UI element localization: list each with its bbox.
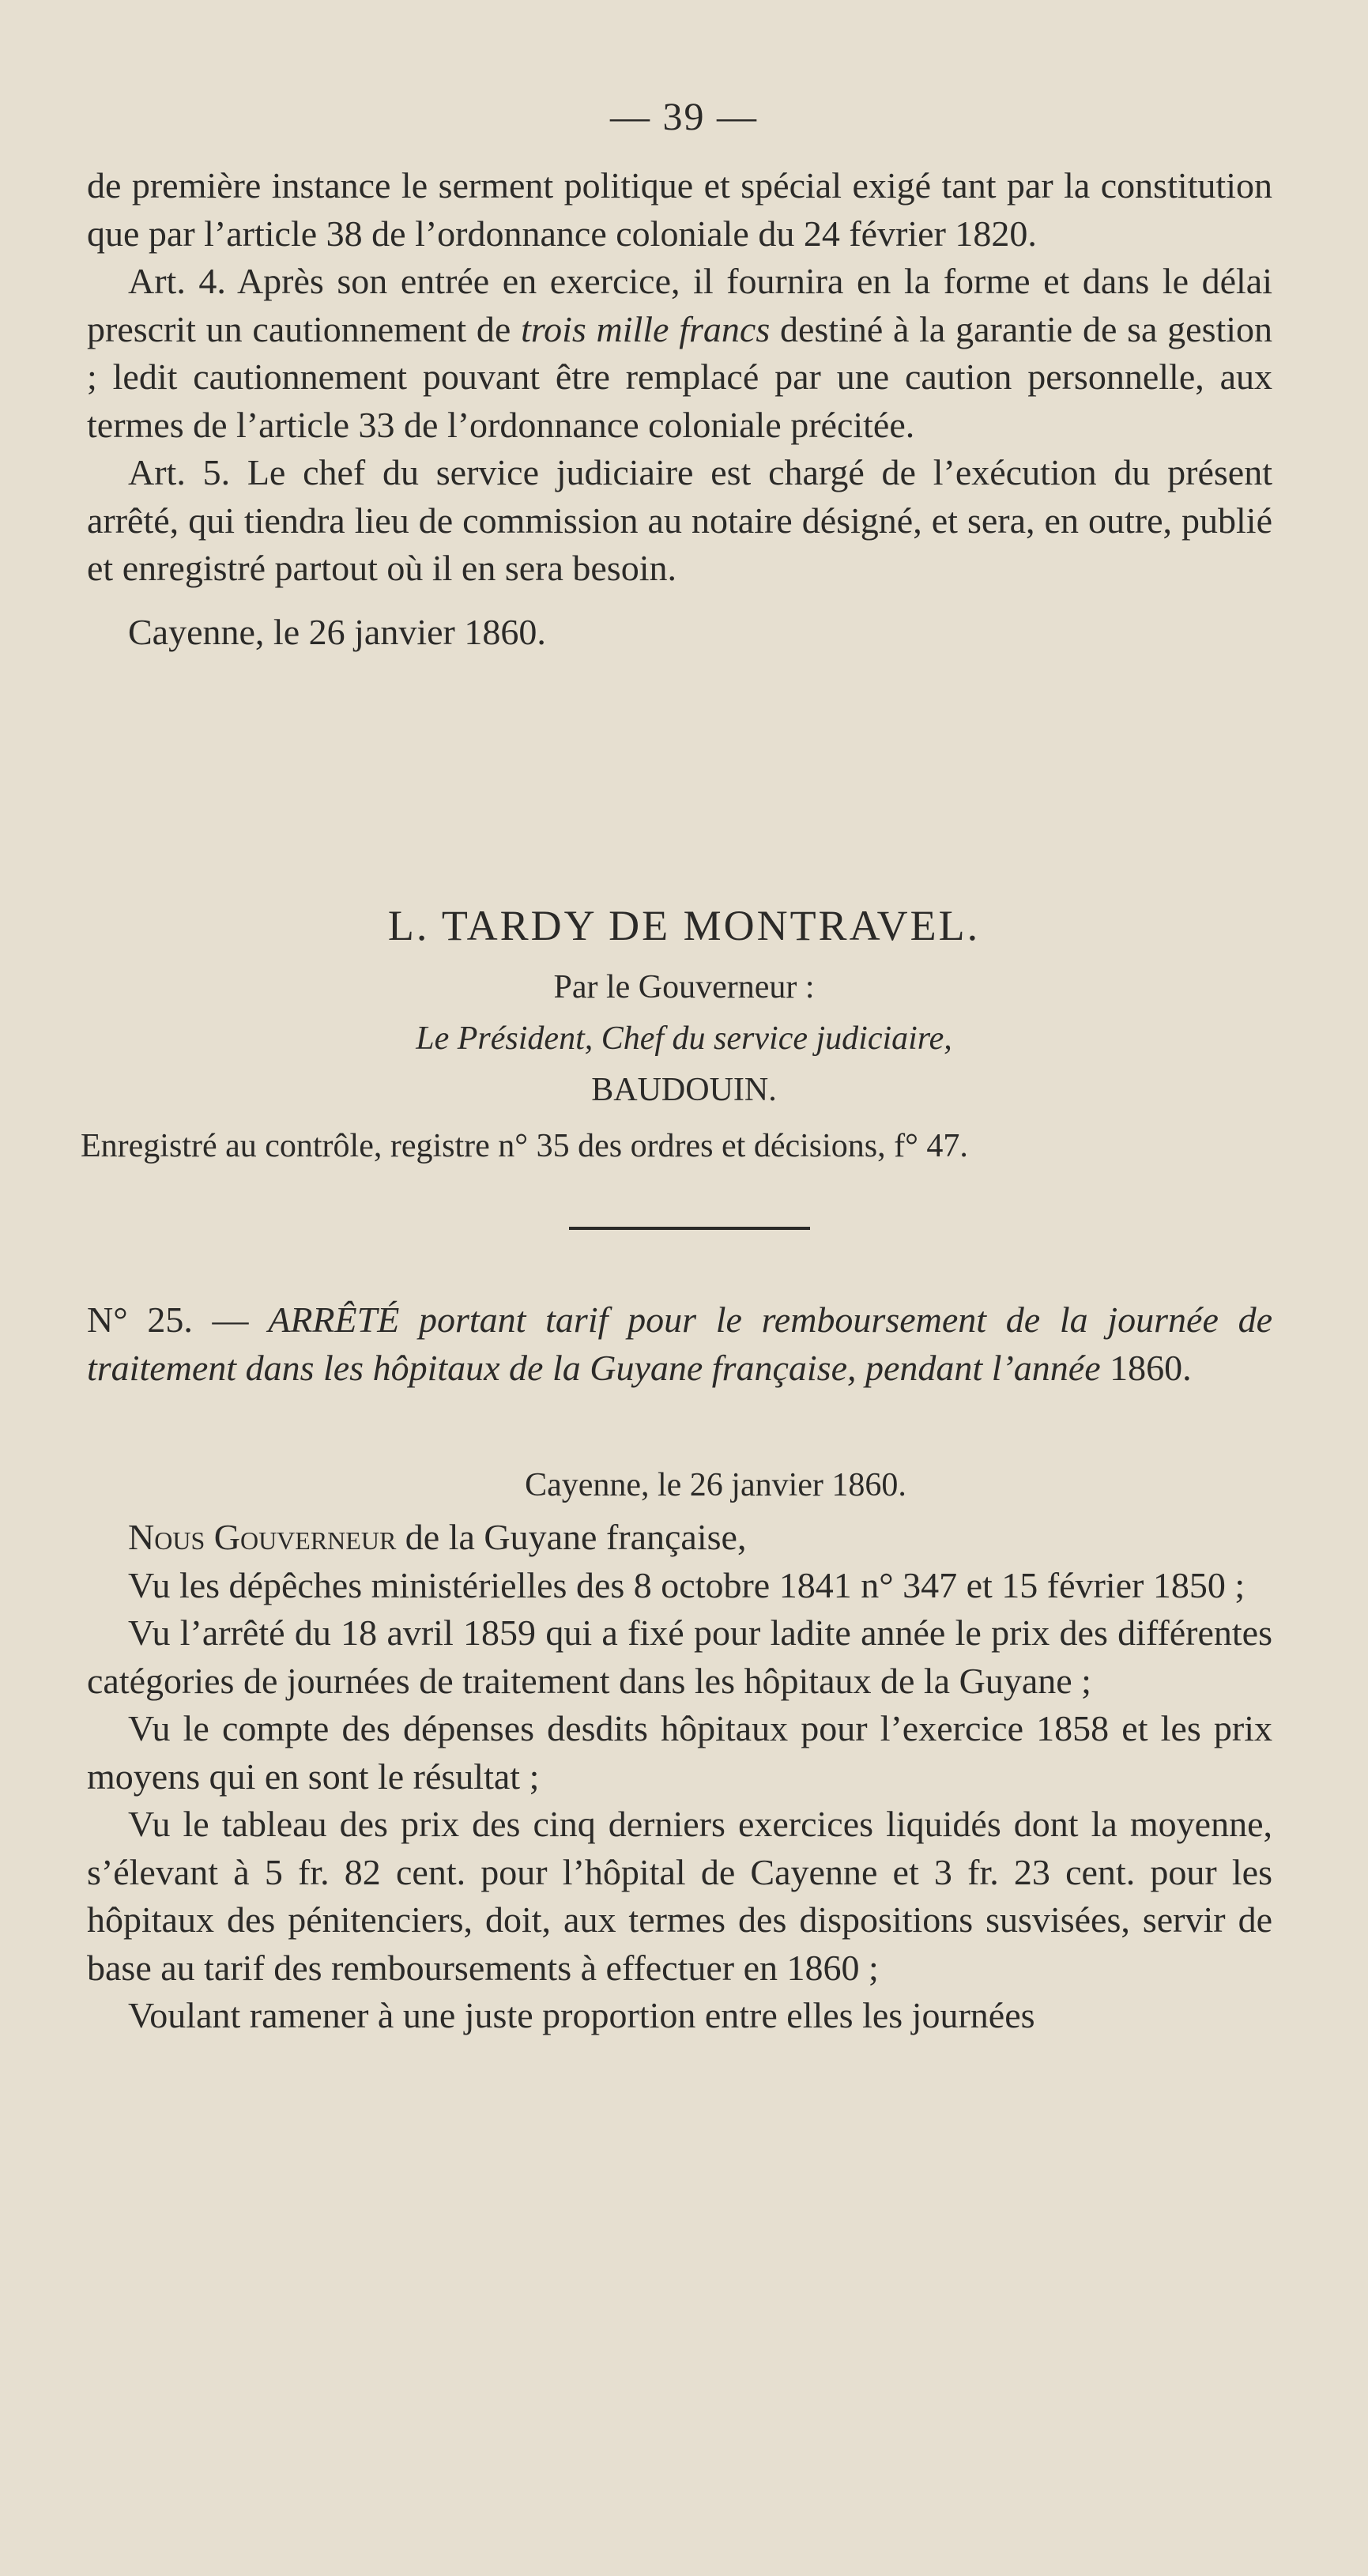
article-4-rest: destiné à la garantie de sa gestion ; ledit cautionnement pouvant être remplacé par une caution personnelle, aux termes de l’article 33 de l’ordonnance coloniale précitée. (87, 308, 1273, 445)
vu-compte: Vu le compte des dépenses desdits hôpitaux pour l’exercice 1858 et les prix moyens qui en sont le résultat ; (87, 1708, 1272, 1797)
vu-tableau: Vu le tableau des prix des cinq derniers exercices liquidés dont la moyenne, s’élevant à 5 fr. 82 cent. pour l’hôpital de Cayenne et 3 fr. 23 cent. pour les hôpitaux des pénitenciers, doit, aux termes des dispositions susvisées, servir de base au tarif des remboursements à effectuer en 1860 ; (87, 1804, 1272, 1988)
article-4 (87, 258, 1272, 449)
nous-gouverneur: Nous Gouverneur (128, 1517, 397, 1557)
text-block-articles (87, 162, 1272, 656)
article-5: Art. 5. Le chef du service judiciaire est chargé de l’exécution du présent arrêté, qui tiendra lieu de commission au notaire désigné, et sera, en outre, publié et enregistré partout où il en sera besoin. (87, 452, 1272, 588)
president-title: Le Président, Chef du service judiciaire, (416, 1020, 952, 1057)
article-4-text: Art. 4. Après son entrée en exercice, il fournira en la forme et dans le délai prescrit un cautionnement de (87, 261, 1272, 349)
signature-name: L. TARDY DE MONTRAVEL. (387, 902, 981, 949)
arrete-heading-text (87, 1296, 1272, 1392)
nous-gouverneur-rest: de la Guyane française, (405, 1517, 747, 1557)
par-le-gouverneur: Par le Gouverneur : (553, 969, 815, 1005)
voulant: Voulant ramener à une juste proportion entre elles les journées (128, 1995, 1035, 2035)
vu-depeches: Vu les dépêches ministérielles des 8 octobre 1841 n° 347 et 15 février 1850 ; (128, 1564, 1246, 1605)
arrete-date: Cayenne, le 26 janvier 1860. (525, 1467, 906, 1503)
arrete-number: N° 25. — (87, 1299, 249, 1340)
arrete-year: 1860. (1110, 1347, 1192, 1388)
text-block-arrete (87, 1514, 1272, 2040)
paragraph-continuation: de première instance le serment politique et spécial exigé tant par la constitution que par l’article 38 de l’ordonnance coloniale du 24 février 1820. (87, 165, 1272, 254)
president-name: BAUDOUIN. (591, 1072, 777, 1108)
registration-line: Enregistré au contrôle, registre n° 35 des ordres et décisions, f° 47. (81, 1128, 968, 1164)
date-line: Cayenne, le 26 janvier 1860. (128, 611, 546, 652)
page-number: — 39 — (610, 94, 758, 138)
vu-arrete: Vu l’arrêté du 18 avril 1859 qui a fixé pour ladite année le prix des différentes catégories de journées de traitement dans les hôpitaux de la Guyane ; (87, 1612, 1272, 1701)
section-divider (569, 1227, 810, 1230)
arrete-heading (87, 1296, 1272, 1392)
arrete-title: ARRÊTÉ portant tarif pour le remboursement de la journée de traitement dans les hôpitaux de la Guyane française, pendant l’année (87, 1299, 1272, 1388)
nous-gouverneur-line (87, 1514, 1272, 1562)
article-4-amount: trois mille francs (521, 308, 771, 349)
